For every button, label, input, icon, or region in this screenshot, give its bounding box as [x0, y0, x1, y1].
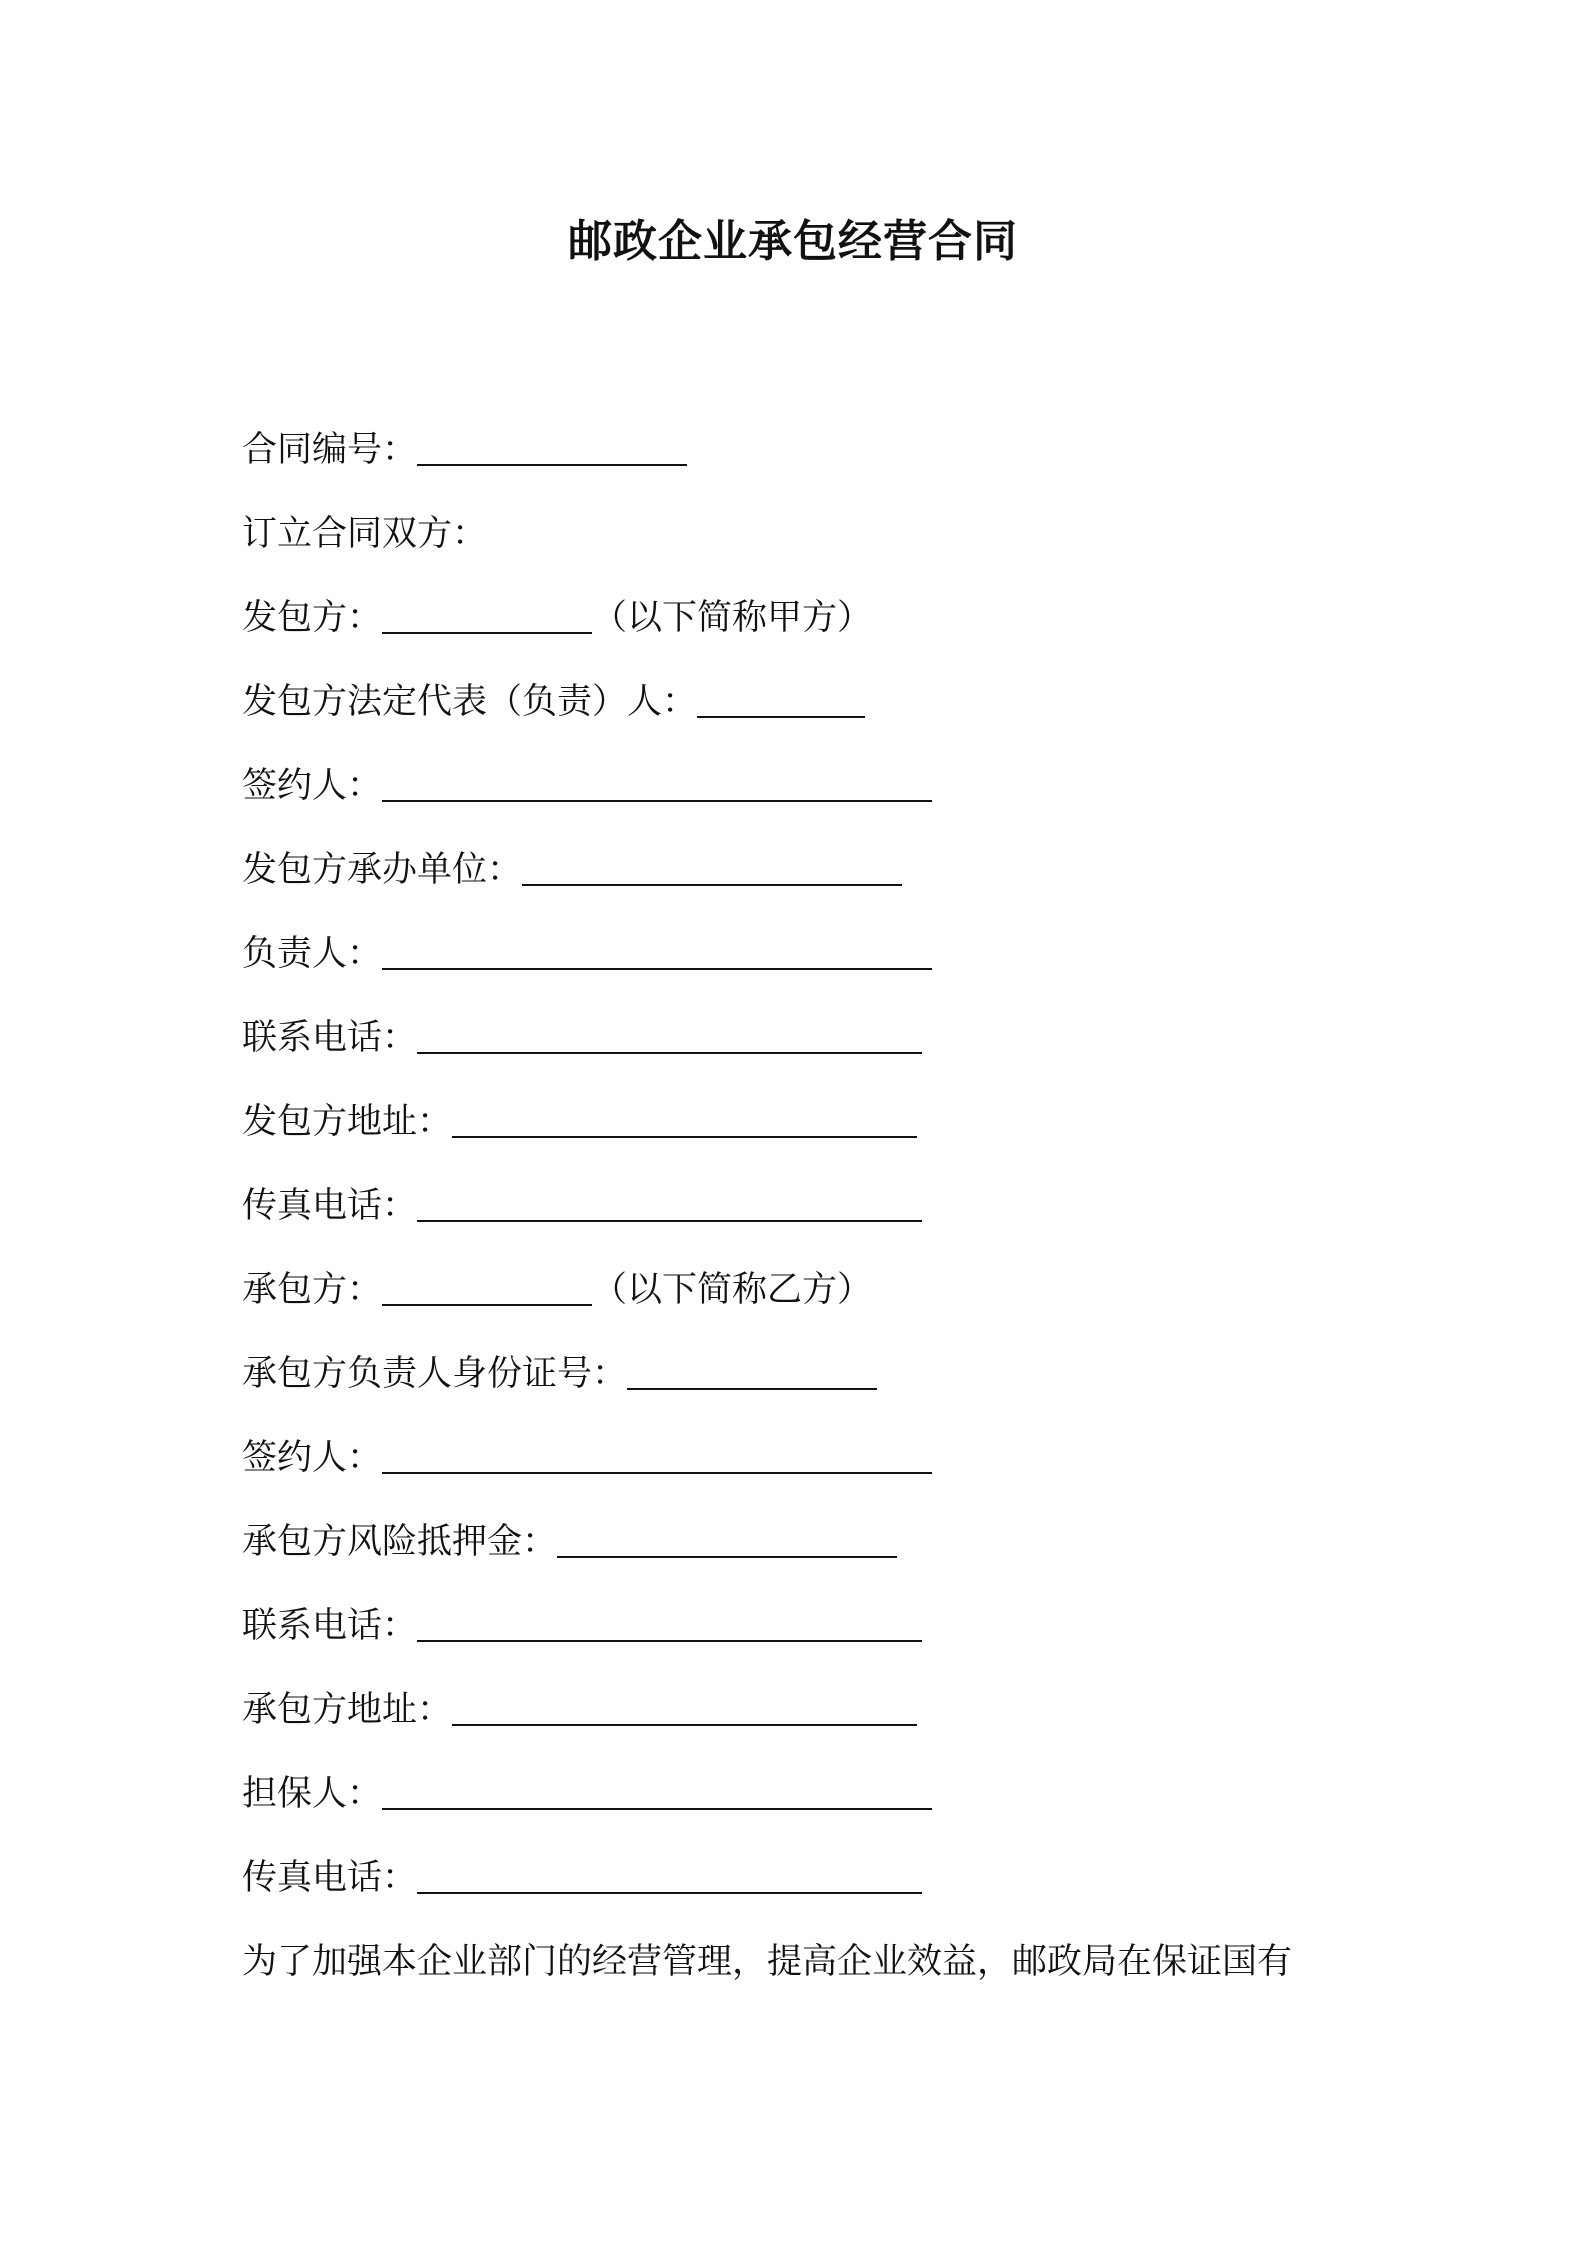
blank-line[interactable]	[382, 1472, 932, 1474]
field-label: 承包方负责人身份证号：	[242, 1354, 628, 1394]
field-label: 发包方承办单位：	[242, 850, 523, 890]
field-party-b-phone	[242, 1584, 1392, 1668]
field-party-b-fax	[242, 1836, 1392, 1920]
field-label: 签约人：	[242, 1438, 383, 1478]
field-party-b-id-number	[242, 1332, 1392, 1416]
blank-line[interactable]	[382, 800, 932, 802]
field-party-b	[242, 1248, 1392, 1332]
field-label: 传真电话：	[242, 1186, 418, 1226]
blank-line[interactable]	[382, 1304, 592, 1306]
blank-line[interactable]	[417, 1052, 922, 1054]
field-label: 发包方法定代表（负责）人：	[242, 682, 698, 722]
field-label: 订立合同双方：	[242, 514, 488, 554]
field-contract-number	[242, 408, 1392, 492]
field-party-a-unit	[242, 828, 1392, 912]
blank-line[interactable]	[627, 1388, 877, 1390]
field-label: 承包方：	[242, 1270, 383, 1310]
blank-line[interactable]	[522, 884, 902, 886]
field-party-a-representative	[242, 660, 1392, 744]
field-label: 承包方地址：	[242, 1690, 453, 1730]
field-party-a-principal	[242, 912, 1392, 996]
field-party-a	[242, 576, 1392, 660]
field-party-a-phone	[242, 996, 1392, 1080]
field-label: 签约人：	[242, 766, 383, 806]
field-label: 发包方：	[242, 598, 383, 638]
field-guarantor	[242, 1752, 1392, 1836]
field-party-b-signatory	[242, 1416, 1392, 1500]
blank-line[interactable]	[417, 464, 687, 466]
blank-line[interactable]	[452, 1136, 917, 1138]
field-label: 发包方地址：	[242, 1102, 453, 1142]
field-label: 联系电话：	[242, 1606, 418, 1646]
contract-fields	[242, 408, 1392, 2004]
field-label: 负责人：	[242, 934, 383, 974]
field-label: 担保人：	[242, 1774, 383, 1814]
blank-line[interactable]	[557, 1556, 897, 1558]
document-title: 邮政企业承包经营合同	[568, 216, 1018, 267]
blank-line[interactable]	[452, 1724, 917, 1726]
field-parties	[242, 492, 1392, 576]
field-suffix: （以下简称乙方）	[592, 1270, 873, 1310]
field-label: 传真电话：	[242, 1858, 418, 1898]
blank-line[interactable]	[417, 1640, 922, 1642]
blank-line[interactable]	[382, 1808, 932, 1810]
blank-line[interactable]	[417, 1220, 922, 1222]
field-party-a-fax	[242, 1164, 1392, 1248]
field-party-b-deposit	[242, 1500, 1392, 1584]
field-label: 承包方风险抵押金：	[242, 1522, 558, 1562]
field-party-a-address	[242, 1080, 1392, 1164]
field-suffix: （以下简称甲方）	[592, 598, 873, 638]
blank-line[interactable]	[382, 968, 932, 970]
blank-line[interactable]	[697, 716, 865, 718]
blank-line[interactable]	[417, 1892, 922, 1894]
blank-line[interactable]	[382, 632, 592, 634]
field-label: 联系电话：	[242, 1018, 418, 1058]
field-party-b-address	[242, 1668, 1392, 1752]
body-paragraph: 为了加强本企业部门的经营管理，提高企业效益，邮政局在保证国有	[242, 1942, 1293, 1982]
field-label: 合同编号：	[242, 430, 418, 470]
field-party-a-signatory	[242, 744, 1392, 828]
